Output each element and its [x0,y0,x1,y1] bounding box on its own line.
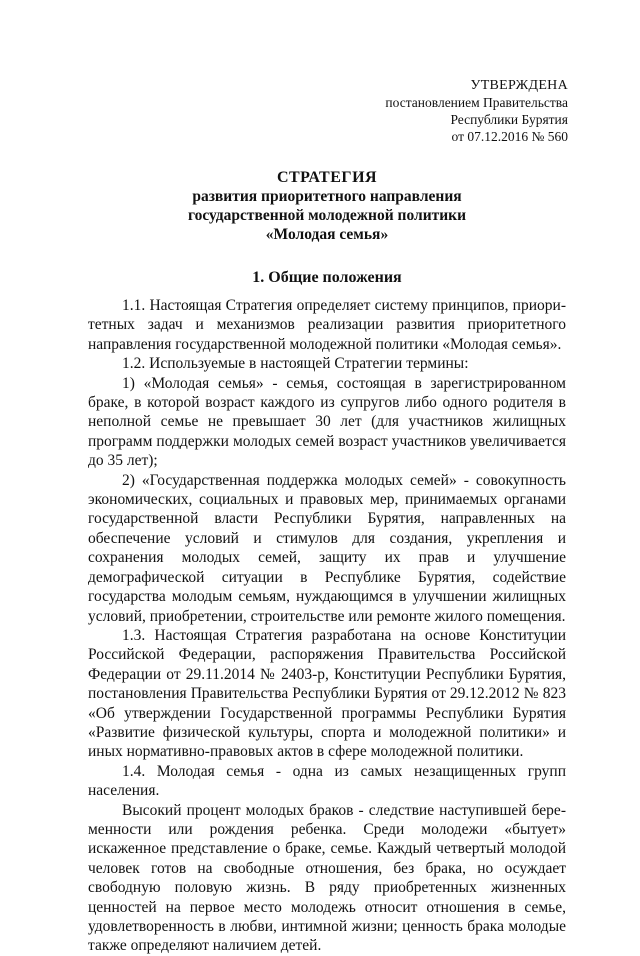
paragraph-term-1: 1) «Молодая семья» - семья, состоящая в зарегистрированном браке, в которой возраст каждого из супругов либо одного родителя в неполной семье не превышает 30 лет (для участников жилищных программ поддержки молодых семей возраст участников увеличивается до 35 лет); [88,374,566,470]
paragraph-1-2: 1.2. Используемые в настоящей Стратегии термины: [122,355,469,373]
section-heading: 1. Общие положения [252,269,402,286]
paragraph-1-1: 1.1. Настоящая Стратегия определяет систему принципов, приоритетных задач и механизмов реализации развития приоритетного направления государственной молодежной политики «Молодая семья». [88,297,566,353]
approval-line-3: от 07.12.2016 № 560 [451,129,568,144]
title-line-1: развития приоритетного направления [192,188,462,205]
approval-line-2: Республики Бурятия [450,112,568,127]
approval-heading: УТВЕРЖДЕНА [470,78,568,93]
title-main: СТРАТЕГИЯ [276,169,378,186]
paragraph-1-4: 1.4. Молодая семья - одна из самых незащищенных групп населения. [88,762,566,800]
paragraph-1-3: 1.3. Настоящая Стратегия разработана на основе Конституции Российской Федерации, распоряжения Правительства Российской Федерации от 29.11.2014 № 2403-р, Конституции Республики Бурятия, постановления Правительства Республики Бурятия от 29.12.2012 № 823 «Об утверждении Государственной программы Республики Бурятия «Развитие физической культуры, спорта и молодежной политики» и иных нормативно-правовых актов в сфере молодежной политики. [88,626,566,761]
approval-line-1: постановлением Правительства [385,95,568,110]
approval-stamp [385,77,568,145]
paragraph-marriages: Высокий процент молодых браков - следствие наступившей беременности или рождения ребенка. Среди молодежи «бытует» искаженное представление о браке, семье. Каждый четвертый молодой человек готов на свободные отношения, без брака, но осуждает свободную половую жизнь. В ряду приобретенных жизненных ценностей на первое место молодежь относит отношения в семье, удовлетворенность в любви, интимной жизни; ценность брака молодые также определяют наличием детей. [88,801,566,955]
title-line-3: «Молодая семья» [265,226,389,243]
document-body [88,296,566,956]
document-title [88,168,566,244]
title-line-2: государственной молодежной политики [187,207,467,224]
paragraph-term-2: 2) «Государственная поддержка молодых семей» - совокупность экономических, социальных и правовых мер, принимаемых органами государственной власти Республики Бурятия, направленных на обеспечение условий и стимулов для создания, укрепления и сохранения молодых семей, защиту их прав и улучшение демографической ситуации в Республике Бурятия, содействие государства молодым семьям, нуждающимся в улучшении жилищных условий, приобретении, строительстве или ремонте жилого помещения. [88,471,566,625]
